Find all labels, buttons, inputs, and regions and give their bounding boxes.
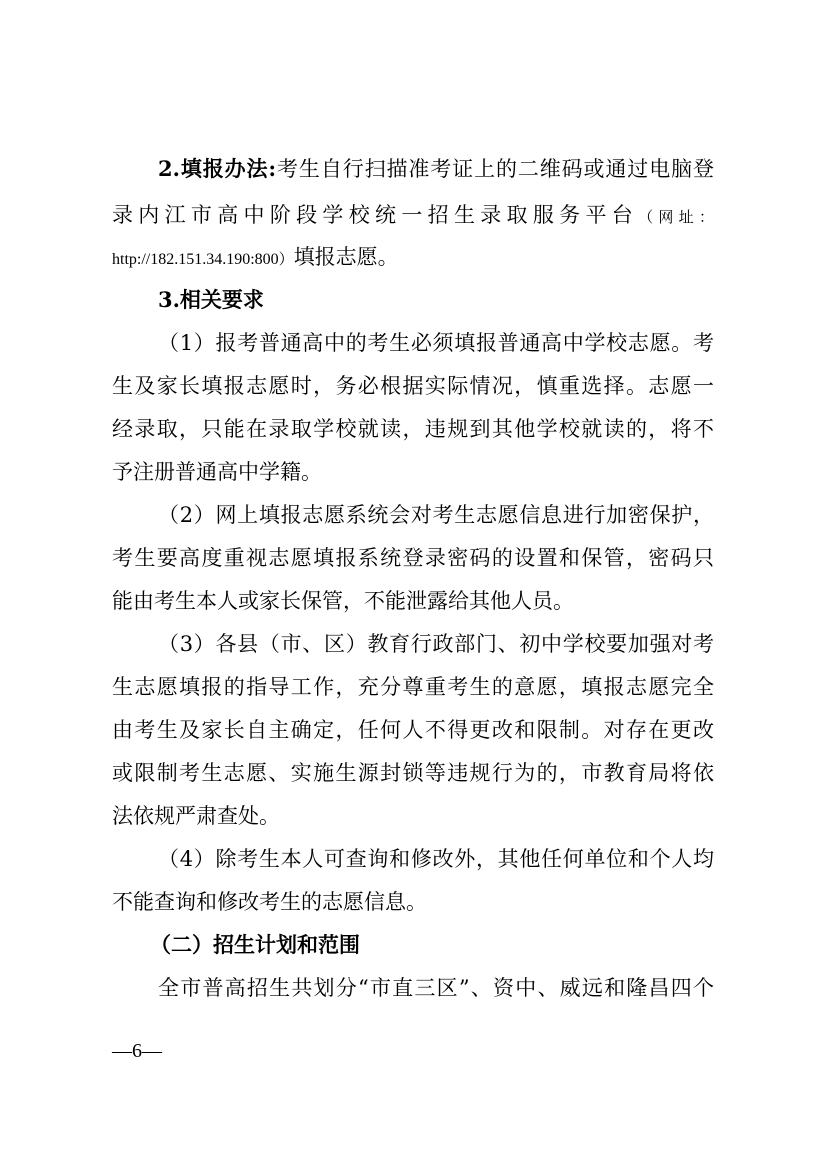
paragraph-line: 由考生及家长自主确定，任何人不得更改和限制。对存在更改 [112,718,714,742]
paragraph-line: （2）网上填报志愿系统会对考生志愿信息进行加密保护， [158,503,714,527]
section-label: 2.填报办法: [158,156,277,181]
paragraph-text: 录内江市高中阶段学校统一招生录取服务平台 [112,203,639,227]
paragraph-line: 法依规严肃查处。 [112,804,280,828]
section-heading: 3.相关要求 [158,287,264,312]
url-text: http://182.151.34.190:800 [112,251,279,268]
paragraph-line: （3）各县（市、区）教育行政部门、初中学校要加强对考 [158,632,714,656]
paragraph-line: 不能查询和修改考生的志愿信息。 [112,890,427,914]
paragraph-line: 生及家长填报志愿时，务必根据实际情况，慎重选择。志愿一 [112,374,714,398]
paragraph-line: 全市普高招生共划分“市直三区”、资中、威远和隆昌四个 [158,976,714,1000]
paragraph-line [112,200,714,230]
paragraph-line [158,154,714,184]
paragraph-line: 予注册普通高中学籍。 [112,460,322,484]
paragraph-line: 生志愿填报的指导工作，充分尊重考生的意愿，填报志愿完全 [112,675,714,699]
paragraph-text: 填报志愿。 [293,245,399,269]
page-number: —6— [112,1040,162,1062]
paragraph-line: （4）除考生本人可查询和修改外，其他任何单位和个人均 [158,847,714,871]
section-heading: （二）招生计划和范围 [150,932,360,957]
paragraph-line: （1）报考普通高中的考生必须填报普通高中学校志愿。考 [158,331,714,355]
paragraph-text: 考生自行扫描准考证上的二维码或通过电脑登 [276,157,714,181]
paragraph-line: 或限制考生志愿、实施生源封锁等违规行为的，市教育局将依 [112,761,714,785]
paragraph-line: 能由考生本人或家长保管，不能泄露给其他人员。 [112,589,574,613]
paragraph-text: （网址： [638,208,714,226]
paragraph-line [112,242,714,272]
paragraph-text: ） [278,250,294,268]
paragraph-line: 考生要高度重视志愿填报系统登录密码的设置和保管，密码只 [112,546,714,570]
paragraph-line: 经录取，只能在录取学校就读，违规到其他学校就读的，将不 [112,417,714,441]
